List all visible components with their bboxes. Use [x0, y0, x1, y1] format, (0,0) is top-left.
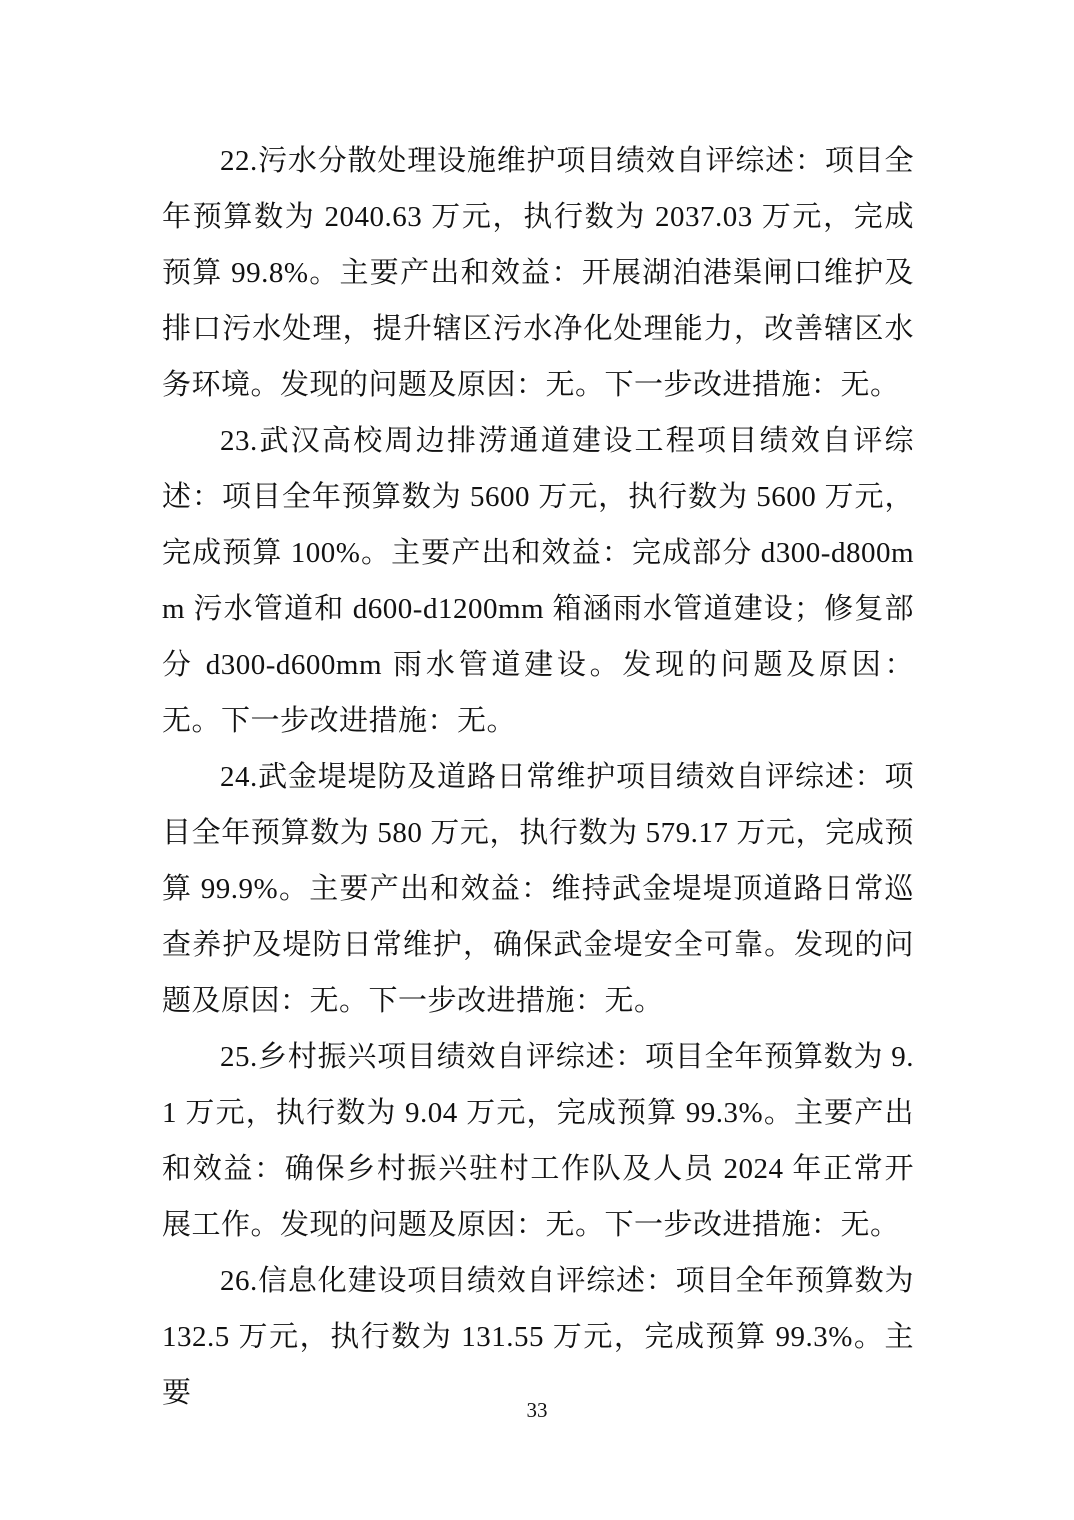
page-number: 33 — [526, 1398, 548, 1422]
page-footer — [0, 1398, 1074, 1423]
paragraph-26: 26.信息化建设项目绩效自评综述：项目全年预算数为 132.5 万元，执行数为 131.55 万元，完成预算 99.3%。主要 — [162, 1265, 914, 1409]
paragraph-24: 24.武金堤堤防及道路日常维护项目绩效自评综述：项目全年预算数为 580 万元，执行数为 579.17 万元，完成预算 99.9%。主要产出和效益：维持武金堤堤顶道路日常巡查养护及堤防日常维护，确保武金堤安全可靠。发现的问题及原因：无。下一步改进措施：无。 — [162, 761, 914, 1017]
paragraph-23: 23.武汉高校周边排涝通道建设工程项目绩效自评综述：项目全年预算数为 5600 万元，执行数为 5600 万元，完成预算 100%。主要产出和效益：完成部分 d300-d800mm 污水管道和 d600-d1200mm 箱涵雨水管道建设；修复部分 d300-d600mm 雨水管道建设。发现的问题及原因：无。下一步改进措施：无。 — [162, 425, 914, 737]
paragraph-25: 25.乡村振兴项目绩效自评综述：项目全年预算数为 9.1 万元，执行数为 9.04 万元，完成预算 99.3%。主要产出和效益：确保乡村振兴驻村工作队及人员 2024 年正常开展工作。发现的问题及原因：无。下一步改进措施：无。 — [162, 1041, 914, 1241]
paragraph-22: 22.污水分散处理设施维护项目绩效自评综述：项目全年预算数为 2040.63 万元，执行数为 2037.03 万元，完成预算 99.8%。主要产出和效益：开展湖泊港渠闸口维护及排口污水处理，提升辖区污水净化处理能力，改善辖区水务环境。发现的问题及原因：无。下一步改进措施：无。 — [162, 145, 914, 401]
text-block — [162, 133, 914, 1421]
